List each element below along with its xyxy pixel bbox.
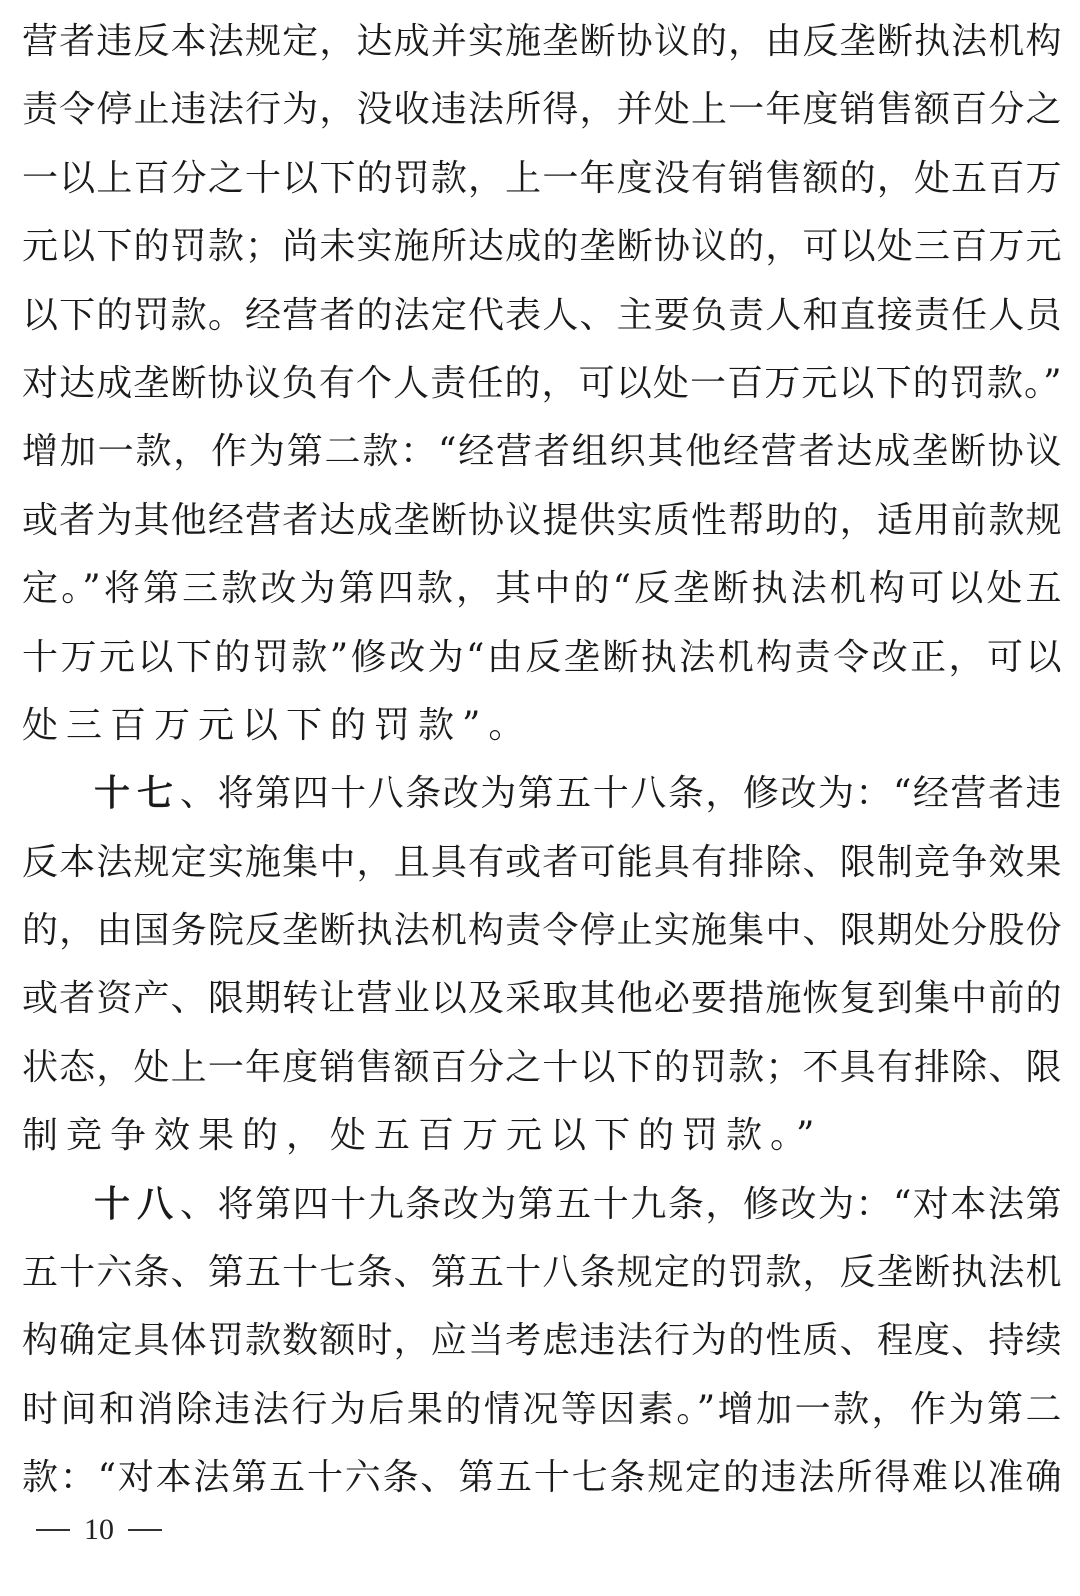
footer-dash-left: [36, 1529, 70, 1531]
text-line: 反本法规定实施集中，且具有或者可能具有排除、限制竞争效果: [22, 841, 1062, 883]
section-18-number: 十八: [94, 1183, 181, 1225]
section-17-first-line: [22, 760, 1062, 828]
page-number: 10: [84, 1513, 114, 1546]
text-line: 责令停止违法行为，没收违法所得，并处上一年度销售额百分之: [22, 89, 1062, 131]
text-line: 状态，处上一年度销售额百分之十以下的罚款；不具有排除、限: [22, 1046, 1062, 1088]
text-line: 十万元以下的罚款”修改为“由反垄断执法机构责令改正，可以: [22, 636, 1062, 678]
text-line: 处三百万元以下的罚款”。: [22, 704, 533, 746]
text-line: 制竞争效果的，处五百万元以下的罚款。”: [22, 1115, 823, 1157]
text-line: 定。”将第三款改为第四款，其中的“反垄断执法机构可以处五: [22, 568, 1062, 610]
footer-dash-right: [128, 1529, 162, 1531]
text-line: 元以下的罚款；尚未实施所达成的垄断协议的，可以处三百万元: [22, 226, 1062, 268]
text-line: 以下的罚款。经营者的法定代表人、主要负责人和直接责任人员: [22, 294, 1062, 336]
section-17-number: 十七: [94, 773, 181, 815]
text-line: 营者违反本法规定，达成并实施垄断协议的，由反垄断执法机构: [22, 21, 1062, 62]
text-line: 对达成垄断协议负有个人责任的，可以处一百万元以下的罚款。”: [22, 362, 1062, 404]
text-line: 一以上百分之十以下的罚款，上一年度没有销售额的，处五百万: [22, 157, 1062, 199]
text-line: 构确定具体罚款数额时，应当考虑违法行为的性质、程度、持续: [22, 1320, 1062, 1362]
body-text: [22, 8, 1062, 1513]
text-line: 的，由国务院反垄断执法机构责令停止实施集中、限期处分股份: [22, 910, 1062, 952]
section-18-first-line: [22, 1171, 1062, 1239]
section-17-first-line-text: 、将第四十八条改为第五十八条，修改为：“经营者违: [180, 773, 1062, 815]
text-line: 五十六条、第五十七条、第五十八条规定的罚款，反垄断执法机: [22, 1252, 1062, 1294]
text-line: 时间和消除违法行为后果的情况等因素。”增加一款，作为第二: [22, 1388, 1062, 1430]
text-line: 款：“对本法第五十六条、第五十七条规定的违法所得难以准确: [22, 1457, 1062, 1499]
text-line: 或者资产、限期转让营业以及采取其他必要措施恢复到集中前的: [22, 978, 1062, 1020]
section-18-first-line-text: 、将第四十九条改为第五十九条，修改为：“对本法第: [180, 1183, 1062, 1225]
page-footer: [36, 1510, 162, 1550]
text-line: 或者为其他经营者达成垄断协议提供实质性帮助的，适用前款规: [22, 499, 1062, 541]
text-line: 增加一款，作为第二款：“经营者组织其他经营者达成垄断协议: [22, 431, 1062, 473]
